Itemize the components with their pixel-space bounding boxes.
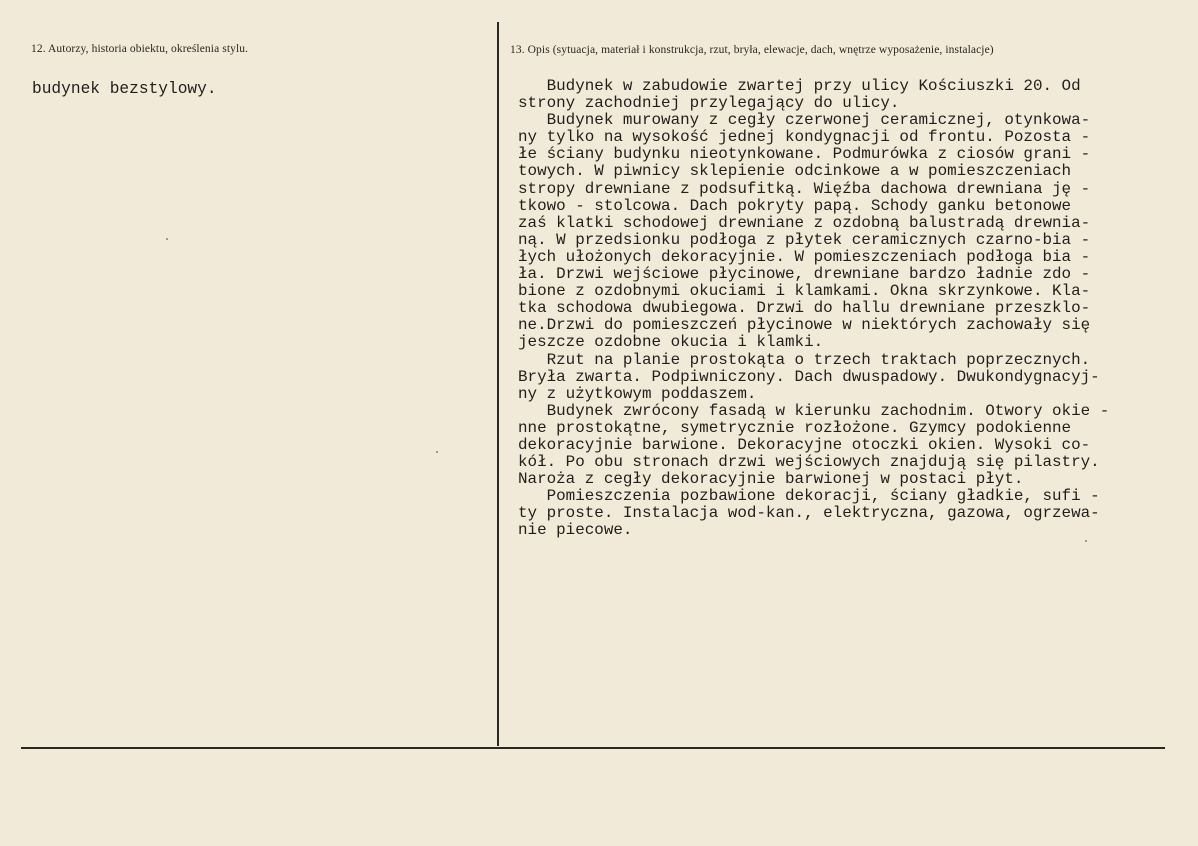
paper-speck bbox=[1085, 540, 1087, 542]
description-line: towych. W piwnicy sklepienie odcinkowe a w pomieszczeniach bbox=[518, 162, 1072, 181]
description-line: tkowo - stolcowa. Dach pokryty papą. Schody ganku betonowe bbox=[518, 196, 1072, 215]
description-line: tka schodowa dwubiegowa. Drzwi do hallu drewniane przeszklo- bbox=[518, 299, 1091, 318]
description-line: ła. Drzwi wejściowe płycinowe, drewniane bardzo ładnie zdo - bbox=[518, 265, 1091, 284]
field-13-label: 13. Opis (sytuacja, materiał i konstrukcja, rzut, bryła, elewacje, dach, wnętrze wyposażenie, instalacje) bbox=[510, 44, 994, 56]
column-divider bbox=[497, 22, 499, 746]
description-line: łych ułożonych dekoracyjnie. W pomieszczeniach podłoga bia - bbox=[518, 247, 1091, 266]
description-line: nne prostokątne, symetrycznie rozłożone. Gzymcy podokienne bbox=[518, 418, 1072, 437]
description-line: stropy drewniane z podsufitką. Więźba dachowa drewniana ję - bbox=[518, 179, 1091, 198]
description-line: Budynek murowany z cegły czerwonej ceramicznej, otynkowa- bbox=[518, 111, 1091, 130]
description-line: strony zachodniej przylegający do ulicy. bbox=[518, 94, 900, 113]
description-line: Budynek w zabudowie zwartej przy ulicy Kościuszki 20. Od bbox=[518, 77, 1081, 95]
description-line: ne.Drzwi do pomieszczeń płycinowe w niektórych zachowały się bbox=[518, 316, 1091, 335]
description-line: Naroża z cegły dekoracyjnie barwionej w postaci płyt. bbox=[518, 470, 1024, 489]
description-line: Budynek zwrócony fasadą w kierunku zachodnim. Otwory okie - bbox=[518, 401, 1110, 420]
field-12-value: budynek bezstylowy. bbox=[32, 80, 217, 98]
description-line: łe ściany budynku nieotynkowane. Podmurówka z ciosów grani - bbox=[518, 145, 1091, 164]
description-line: Bryła zwarta. Podpiwniczony. Dach dwuspadowy. Dwukondygnacyj- bbox=[518, 367, 1100, 386]
description-line: jeszcze ozdobne okucia i klamki. bbox=[518, 333, 824, 352]
description-line: nie piecowe. bbox=[518, 521, 633, 540]
description-line: ny z użytkowym poddaszem. bbox=[518, 384, 757, 403]
field-12-label: 12. Autorzy, historia obiektu, określenia stylu. bbox=[31, 43, 249, 55]
bottom-rule bbox=[21, 747, 1165, 749]
description-line: zaś klatki schodowej drewniane z ozdobną balustradą drewnia- bbox=[518, 213, 1091, 232]
description-line: bione z ozdobnymi okuciami i klamkami. Okna skrzynkowe. Kla- bbox=[518, 282, 1091, 301]
paper-speck bbox=[436, 451, 438, 453]
paper-speck bbox=[166, 238, 168, 240]
description-line: kół. Po obu stronach drzwi wejściowych znajdują się pilastry. bbox=[518, 453, 1100, 472]
description-line: ty proste. Instalacja wod-kan., elektryczna, gazowa, ogrzewa- bbox=[518, 504, 1100, 523]
description-line: Rzut na planie prostokąta o trzech traktach poprzecznych. bbox=[518, 350, 1091, 369]
description-line: ny tylko na wysokość jednej kondygnacji od frontu. Pozosta - bbox=[518, 128, 1091, 147]
description-line: dekoracyjnie barwione. Dekoracyjne otoczki okien. Wysoki co- bbox=[518, 435, 1091, 454]
description-line: ną. W przedsionku podłoga z płytek ceramicznych czarno-bia - bbox=[518, 230, 1091, 249]
description-line: Pomieszczenia pozbawione dekoracji, ściany gładkie, sufi - bbox=[518, 487, 1100, 506]
field-13-description bbox=[518, 78, 1109, 540]
